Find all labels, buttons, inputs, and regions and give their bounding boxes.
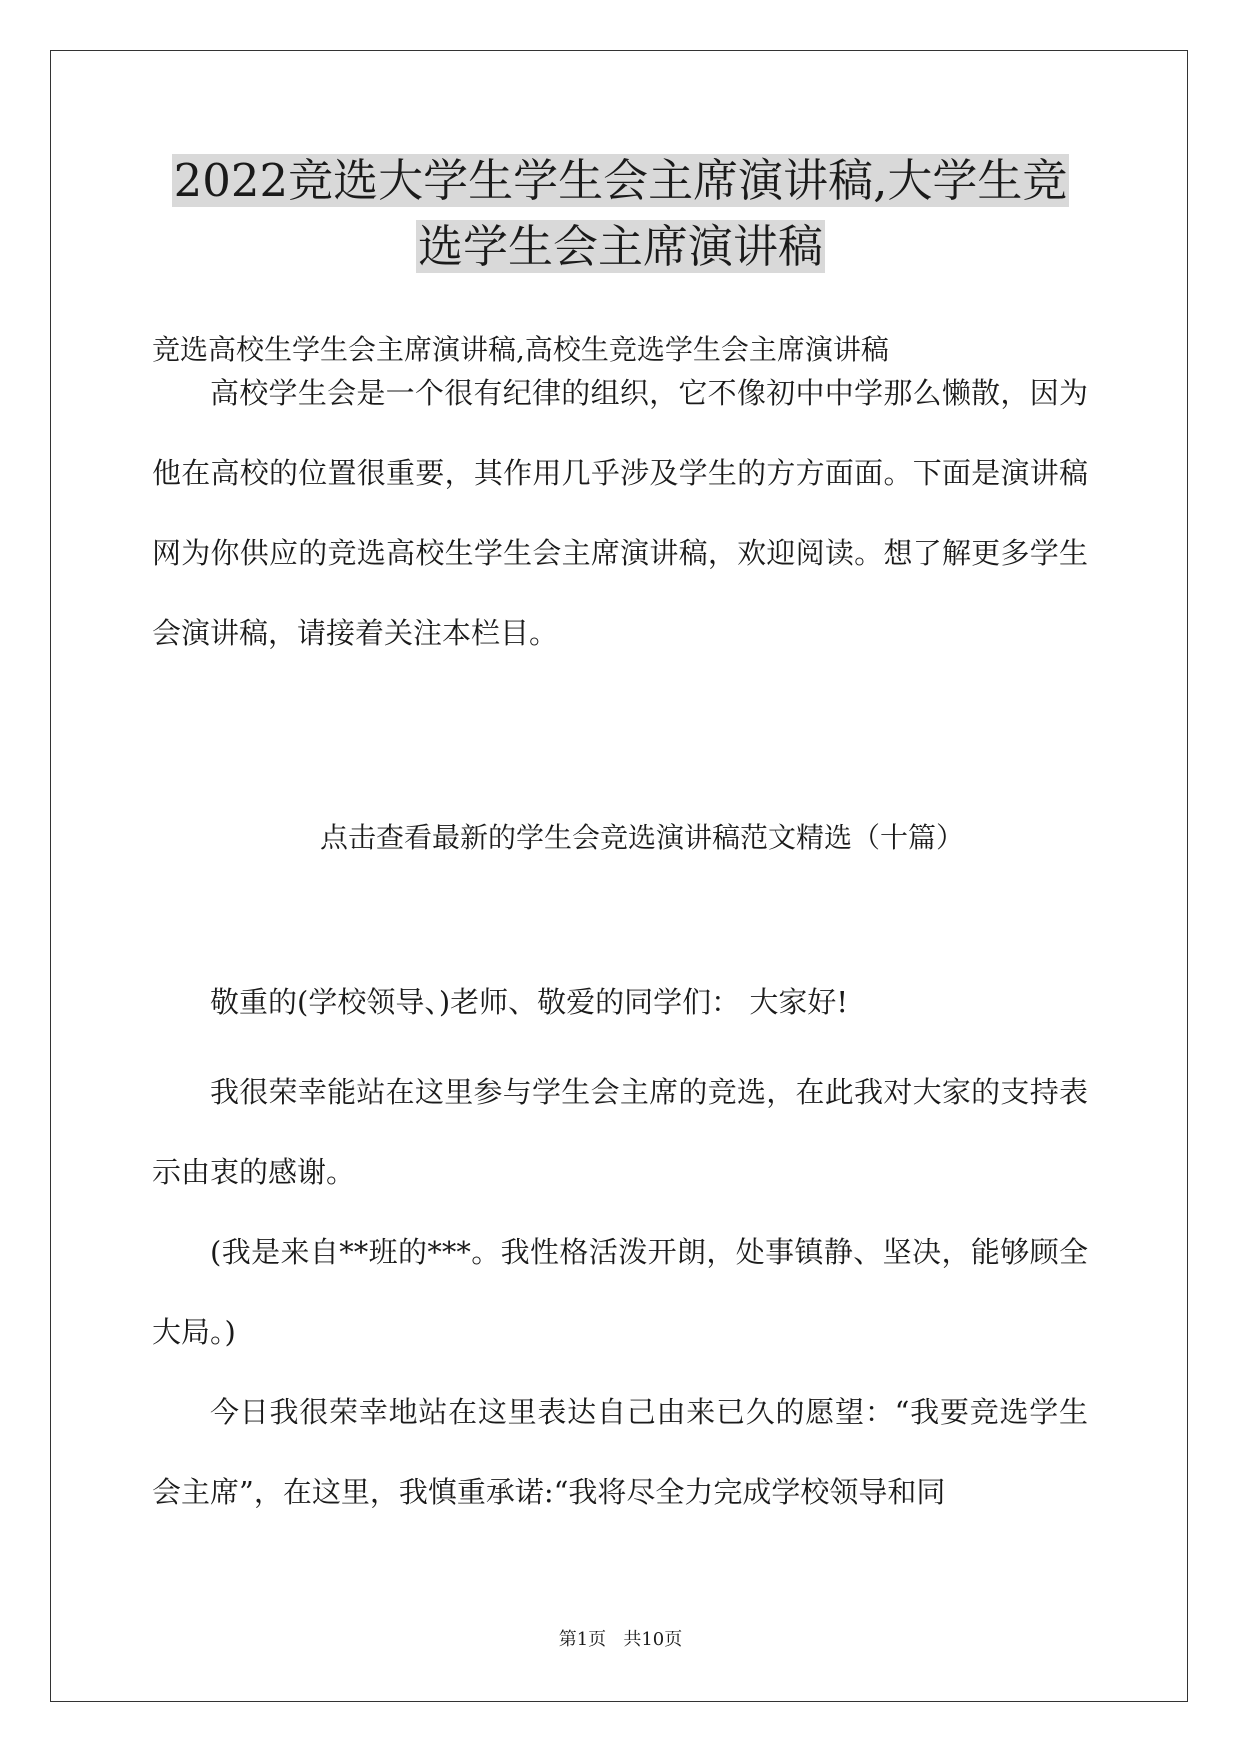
featured-link[interactable]: 点击查看最新的学生会竞选演讲稿范文精选（十篇）	[319, 821, 964, 854]
subtitle: 竞选高校生学生会主席演讲稿,高校生竞选学生会主席演讲稿	[152, 333, 889, 366]
self-intro-paragraph: (我是来自**班的***。我性格活泼开朗，处事镇静、坚决，能够顾全大局。)	[152, 1235, 1088, 1349]
intro-paragraph: 高校学生会是一个很有纪律的组织，它不像初中中学那么懒散，因为他在高校的位置很重要，其作用几乎涉及学生的方方面面。下面是演讲稿网为你供应的竞选高校生学生会主席演讲稿，欢迎阅读。想了解更多学生会演讲稿，请接着关注本栏目。	[152, 376, 1088, 650]
title-line-2: 选学生会主席演讲稿	[417, 220, 823, 273]
thanks-paragraph: 我很荣幸能站在这里参与学生会主席的竞选，在此我对大家的支持表示由衷的感谢。	[152, 1075, 1088, 1189]
page-footer	[0, 1628, 1241, 1652]
aspiration-paragraph: 今日我很荣幸地站在这里表达自己由来已久的愿望：“我要竞选学生会主席”，在这里，我慎重承诺:“我将尽全力完成学校领导和同	[152, 1395, 1088, 1509]
page-number: 第1页	[558, 1629, 607, 1650]
title-line-1: 2022竞选大学生学生会主席演讲稿,大学生竞	[173, 154, 1068, 207]
page-total: 共10页	[623, 1629, 683, 1650]
document-title	[100, 148, 1141, 280]
greeting-paragraph: 敬重的(学校领导、)老师、敬爱的同学们： 大家好!	[210, 985, 849, 1019]
